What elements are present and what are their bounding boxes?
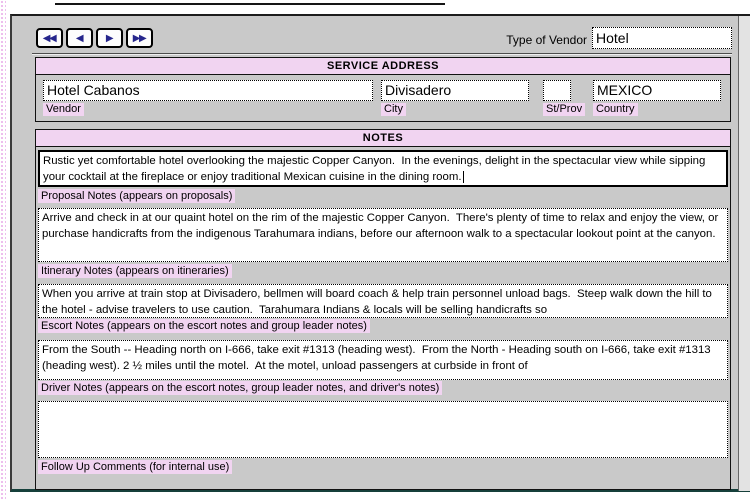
- escort-notes-label: Escort Notes (appears on the escort notes and group leader notes): [38, 319, 370, 333]
- toolbar-divider: [32, 53, 732, 55]
- vendor-label: Vendor: [43, 103, 84, 116]
- city-label: City: [381, 103, 406, 116]
- previous-record-button[interactable]: [66, 28, 93, 48]
- next-record-icon: ▶: [105, 32, 113, 44]
- last-record-icon: ▶▶: [132, 32, 146, 44]
- service-address-section: [35, 57, 731, 122]
- first-record-button[interactable]: [36, 28, 63, 48]
- follow-up-comments-field[interactable]: [38, 401, 728, 458]
- city-field[interactable]: Divisadero: [381, 80, 529, 101]
- vendor-record-window: [10, 14, 750, 492]
- country-label: Country: [593, 103, 638, 116]
- escort-notes-field[interactable]: When you arrive at train stop at Divisadero, bellmen will board coach & help train personnel unload bags. Steep walk down the hill to the hotel - advise travelers to use caution. Tarahumara Indians & locals will be selling handicrafts so: [38, 284, 728, 318]
- driver-notes-label: Driver Notes (appears on the escort notes, group leader notes, and driver's notes): [38, 381, 442, 395]
- itinerary-notes-label: Itinerary Notes (appears on itineraries): [38, 264, 232, 278]
- state-province-label: St/Prov: [543, 103, 585, 116]
- country-field[interactable]: MEXICO: [593, 80, 721, 101]
- window-right-gutter: [738, 16, 750, 491]
- notes-section: [35, 129, 731, 490]
- service-address-header: SERVICE ADDRESS: [36, 58, 730, 75]
- notes-header: NOTES: [36, 130, 730, 147]
- proposal-notes-label: Proposal Notes (appears on proposals): [38, 189, 235, 203]
- state-province-field[interactable]: [543, 80, 571, 101]
- last-record-button[interactable]: [126, 28, 153, 48]
- vendor-field[interactable]: Hotel Cabanos: [43, 80, 373, 101]
- type-of-vendor-label: Type of Vendor: [506, 33, 587, 47]
- follow-up-comments-label: Follow Up Comments (for internal use): [38, 460, 232, 474]
- record-navigation: [36, 28, 153, 48]
- driver-notes-field[interactable]: From the South -- Heading north on I-666, take exit #1313 (heading west). From the North - Heading south on I-666, take exit #1313 (heading west). 2 ½ miles until the motel. At the motel, unload passengers at curbside in front of: [38, 340, 728, 380]
- desktop-pattern-strip: [0, 0, 6, 500]
- next-record-button[interactable]: [96, 28, 123, 48]
- itinerary-notes-field[interactable]: Arrive and check in at our quaint hotel on the rim of the majestic Copper Canyon. There's plenty of time to relax and enjoy the view, or purchase handicrafts from the indigenous Tarahumara indians, before our afternoon walk to a spectacular lookout point at the canyon.: [38, 208, 728, 262]
- previous-record-icon: ◀: [75, 32, 83, 44]
- first-record-icon: ◀◀: [42, 32, 56, 44]
- background-window-edge: [55, 3, 445, 5]
- proposal-notes-text: Rustic yet comfortable hotel overlooking the majestic Copper Canyon. In the evenings, delight in the spectacular view while sipping your cocktail at the fireplace or enjoy traditional Mexican cuisine in the dining room.: [43, 155, 709, 183]
- type-of-vendor-field[interactable]: Hotel: [592, 27, 732, 49]
- proposal-notes-field[interactable]: [38, 150, 728, 187]
- text-insertion-cursor: [463, 171, 464, 183]
